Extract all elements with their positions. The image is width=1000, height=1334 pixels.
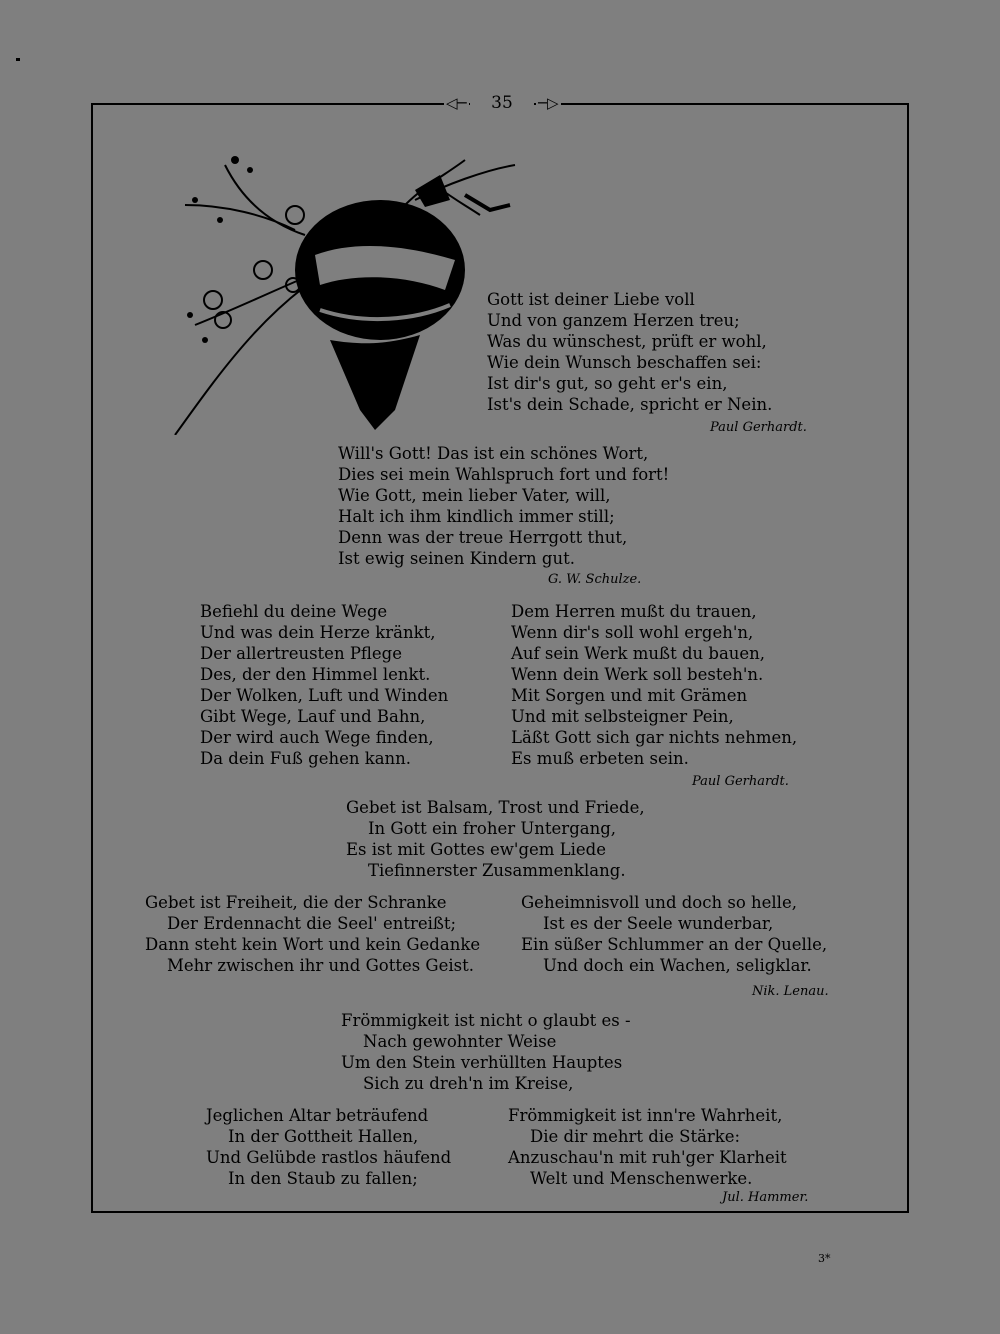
poem-line: Um den Stein verhüllten Hauptes [341, 1053, 623, 1072]
poem-line: Dann steht kein Wort und kein Gedanke [145, 935, 481, 954]
poem-line: Wenn dir's soll wohl ergeh'n, [511, 623, 754, 642]
page-number: 35 [470, 90, 534, 116]
poem-line: Der wird auch Wege finden, [200, 728, 434, 747]
poem-line: Befiehl du deine Wege [200, 602, 388, 621]
poem-line: Tiefinnerster Zusammenklang. [368, 861, 626, 880]
poem-line: Ist es der Seele wunderbar, [543, 914, 774, 933]
poem-line: Ein süßer Schlummer an der Quelle, [521, 935, 828, 954]
poem-line: Und was dein Herze kränkt, [200, 623, 436, 642]
poem-2-stanza [338, 443, 669, 569]
poem-line: Und Gelübde rastlos häufend [206, 1148, 452, 1167]
poem-3-author: Paul Gerhardt. [692, 774, 789, 789]
poem-line: Wie dein Wunsch beschaffen sei: [487, 353, 762, 372]
poem-line: Denn was der treue Herrgott thut, [338, 528, 628, 547]
poem-line: Läßt Gott sich gar nichts nehmen, [511, 728, 798, 747]
poem-line: Mehr zwischen ihr und Gottes Geist. [167, 956, 474, 975]
poem-line: Es muß erbeten sein. [511, 749, 689, 768]
poem-line: Frömmigkeit ist nicht o glaubt es - [341, 1011, 631, 1030]
poem-5-right-column [508, 1105, 787, 1189]
poem-line: Des, der den Himmel lenkt. [200, 665, 431, 684]
poem-line: Ist dir's gut, so geht er's ein, [487, 374, 728, 393]
poem-line: In den Staub zu fallen; [228, 1169, 418, 1188]
poem-line: Gebet ist Freiheit, die der Schranke [145, 893, 447, 912]
poem-4-author: Nik. Lenau. [752, 984, 829, 999]
poem-line: Mit Sorgen und mit Grämen [511, 686, 748, 705]
poem-3-right-column [511, 601, 797, 769]
poem-5-author: Jul. Hammer. [722, 1190, 809, 1205]
poem-line: Dies sei mein Wahlspruch fort und fort! [338, 465, 670, 484]
poem-4-right-column [521, 892, 827, 976]
poem-line: Und doch ein Wachen, seligklar. [543, 956, 812, 975]
poem-line: Da dein Fuß gehen kann. [200, 749, 412, 768]
poem-line: In der Gottheit Hallen, [228, 1127, 419, 1146]
poem-line: Gibt Wege, Lauf und Bahn, [200, 707, 426, 726]
poem-5-intro-stanza [341, 1010, 631, 1094]
poem-line: Es ist mit Gottes ew'gem Liede [346, 840, 606, 859]
poem-line: Will's Gott! Das ist ein schönes Wort, [338, 444, 649, 463]
poem-1-author: Paul Gerhardt. [710, 420, 807, 435]
poem-line: Wie Gott, mein lieber Vater, will, [338, 486, 611, 505]
poem-line: Ist's dein Schade, spricht er Nein. [487, 395, 773, 414]
poem-line: Gott ist deiner Liebe voll [487, 290, 695, 309]
poem-line: Nach gewohnter Weise [363, 1032, 557, 1051]
margin-mark [16, 58, 20, 61]
floral-bell-illustration [165, 145, 525, 435]
printer-signature-mark: 3* [818, 1252, 831, 1265]
poem-line: Anzuschau'n mit ruh'ger Klarheit [508, 1148, 787, 1167]
poem-line: Sich zu dreh'n im Kreise, [363, 1074, 574, 1093]
poem-1-stanza [487, 289, 772, 415]
poem-line: Jeglichen Altar beträufend [206, 1106, 429, 1125]
poem-line: Halt ich ihm kindlich immer still; [338, 507, 615, 526]
poem-4-left-column [145, 892, 480, 976]
poem-5-left-column [206, 1105, 451, 1189]
poem-3-left-column [200, 601, 448, 769]
poem-line: Und mit selbsteigner Pein, [511, 707, 734, 726]
poem-line: Auf sein Werk mußt du bauen, [511, 644, 766, 663]
poem-line: Der Erdennacht die Seel' entreißt; [167, 914, 457, 933]
right-arrow-ornament-icon: ─▷ [538, 94, 559, 112]
poem-line: Wenn dein Werk soll besteh'n. [511, 665, 764, 684]
poem-line: Gebet ist Balsam, Trost und Friede, [346, 798, 645, 817]
poem-line: Der allertreusten Pflege [200, 644, 403, 663]
poem-line: Was du wünschest, prüft er wohl, [487, 332, 767, 351]
poem-line: Der Wolken, Luft und Winden [200, 686, 449, 705]
poem-line: Ist ewig seinen Kindern gut. [338, 549, 575, 568]
left-arrow-ornament-icon: ◁─ [446, 94, 467, 112]
poem-line: Geheimnisvoll und doch so helle, [521, 893, 797, 912]
poem-line: Frömmigkeit ist inn're Wahrheit, [508, 1106, 783, 1125]
poem-line: Welt und Menschenwerke. [530, 1169, 753, 1188]
poem-line: In Gott ein froher Untergang, [368, 819, 617, 838]
poem-line: Die dir mehrt die Stärke: [530, 1127, 741, 1146]
poem-4-intro-stanza [346, 797, 645, 881]
poem-2-author: G. W. Schulze. [548, 572, 642, 587]
poem-line: Dem Herren mußt du trauen, [511, 602, 757, 621]
poem-line: Und von ganzem Herzen treu; [487, 311, 740, 330]
